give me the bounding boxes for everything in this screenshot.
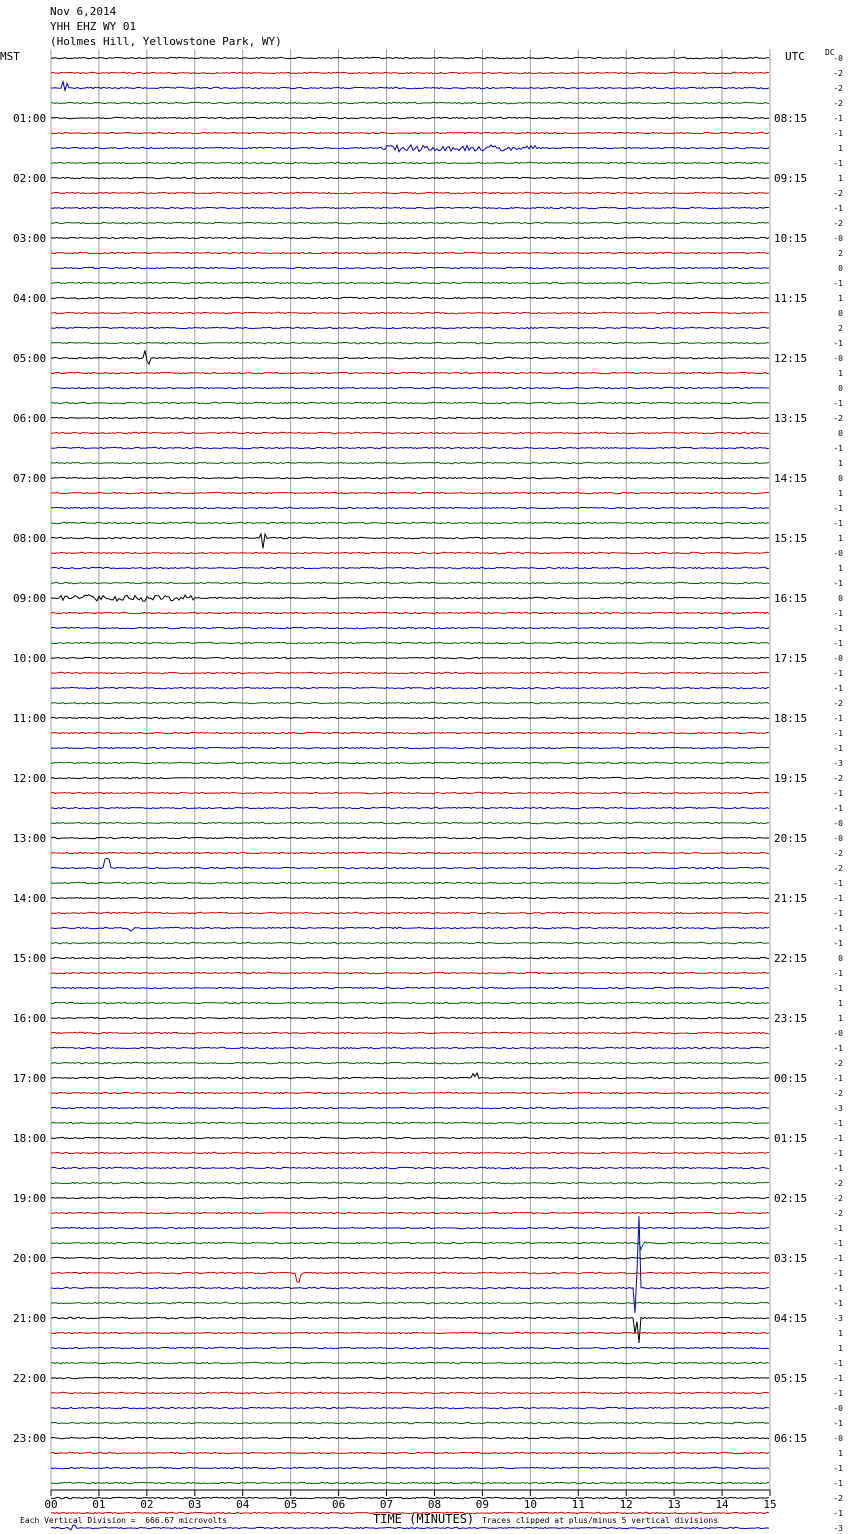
seismic-trace-row [51, 72, 769, 73]
dc-offset-label: 1 [838, 564, 843, 573]
seismic-trace-row [51, 858, 769, 869]
dc-offset-label: 1 [838, 174, 843, 183]
seismic-trace-row [51, 717, 769, 718]
footer-left-note: Each Vertical Division = 666.67 microvolts [20, 1516, 228, 1525]
seismic-trace-row [51, 462, 769, 463]
dc-offset-label: -1 [833, 789, 843, 798]
dc-offset-label: -0 [833, 234, 843, 243]
dc-offset-label: -0 [833, 1434, 843, 1443]
left-hour-label: 16:00 [13, 1012, 47, 1025]
x-tick-label: 08 [427, 1498, 442, 1511]
seismic-trace-row [51, 1197, 769, 1198]
seismic-trace-row [51, 207, 769, 208]
dc-offset-label: -2 [833, 219, 843, 228]
dc-offset-label: 1 [838, 369, 843, 378]
dc-offset-label: 0 [838, 954, 843, 963]
seismic-trace-row [51, 792, 769, 793]
seismic-trace-row [51, 627, 769, 628]
dc-offset-label: -1 [833, 1224, 843, 1233]
x-tick-label: 13 [667, 1498, 681, 1511]
dc-offset-label: -1 [833, 1119, 843, 1128]
seismic-trace-row [51, 102, 769, 103]
seismic-trace-row [51, 177, 769, 178]
dc-offset-label: -1 [833, 729, 843, 738]
x-tick-label: 10 [523, 1498, 537, 1511]
left-hour-label: 10:00 [13, 652, 47, 665]
dc-offset-label: -1 [833, 204, 843, 213]
dc-offset-label: -1 [833, 714, 843, 723]
seismic-trace-row [51, 1182, 769, 1183]
seismic-trace-row [51, 447, 769, 448]
dc-offset-label: -1 [833, 1164, 843, 1173]
right-hour-label: 05:15 [774, 1372, 808, 1385]
seismic-trace-row [51, 1317, 769, 1343]
left-hour-label: 14:00 [13, 892, 47, 905]
left-hour-label: 12:00 [13, 772, 47, 785]
left-hour-label: 09:00 [13, 592, 47, 605]
seismic-trace-row [51, 927, 769, 931]
header-location: (Holmes Hill, Yellowstone Park, WY) [50, 35, 282, 48]
right-hour-label: 08:15 [774, 112, 808, 125]
dc-offset-label: -2 [833, 774, 843, 783]
dc-offset-label: -1 [833, 1044, 843, 1053]
left-hour-label: 03:00 [13, 232, 47, 245]
dc-offset-label: -1 [833, 1509, 843, 1518]
left-hour-label: 15:00 [13, 952, 47, 965]
dc-offset-label: -0 [833, 1404, 843, 1413]
dc-offset-label: -3 [833, 759, 843, 768]
seismic-trace-row [51, 732, 769, 733]
seismic-trace-row [51, 1212, 769, 1213]
dc-offset-label: -2 [833, 99, 843, 108]
x-tick-label: 01 [92, 1498, 106, 1511]
dc-offset-label: -1 [833, 399, 843, 408]
dc-offset-label: 0 [838, 429, 843, 438]
x-tick-label: 04 [236, 1498, 250, 1511]
dc-offset-label: -1 [833, 1299, 843, 1308]
left-hour-label: 21:00 [13, 1312, 47, 1325]
seismic-trace-row [51, 822, 769, 823]
dc-offset-label: 1 [838, 1014, 843, 1023]
seismic-trace-row [51, 145, 769, 152]
seismic-trace-row [51, 1257, 769, 1258]
right-hour-label: 14:15 [774, 472, 808, 485]
dc-offset-label: -1 [833, 744, 843, 753]
seismic-trace-row [51, 1362, 769, 1363]
left-hour-label: 22:00 [13, 1372, 47, 1385]
dc-offset-label: -3 [833, 1314, 843, 1323]
dc-offset-label: -1 [833, 1149, 843, 1158]
seismic-trace-row [51, 417, 769, 418]
x-tick-label: 09 [475, 1498, 490, 1511]
seismic-trace-row [51, 957, 769, 958]
left-hour-label: 13:00 [13, 832, 47, 845]
dc-offset-label: 0 [838, 594, 843, 603]
right-hour-label: 09:15 [774, 172, 808, 185]
dc-offset-label: 1 [838, 999, 843, 1008]
seismic-trace-row [51, 312, 769, 313]
dc-offset-label: -2 [833, 69, 843, 78]
seismic-trace-row [51, 82, 769, 91]
left-hour-label: 06:00 [13, 412, 47, 425]
seismic-trace-row [51, 747, 769, 748]
left-hour-label: 05:00 [13, 352, 47, 365]
dc-offset-label: -2 [833, 699, 843, 708]
seismic-trace-row [51, 1422, 769, 1423]
seismic-trace-row [51, 507, 769, 508]
dc-offset-label: 1 [838, 1329, 843, 1338]
dc-offset-label: -0 [833, 834, 843, 843]
dc-offset-label: 0 [838, 264, 843, 273]
right-hour-label: 11:15 [774, 292, 808, 305]
dc-offset-label: -1 [833, 519, 843, 528]
dc-offset-label: -3 [833, 1104, 843, 1113]
seismic-trace-row [51, 942, 769, 943]
seismic-trace-row [51, 1437, 769, 1438]
dc-offset-label: 2 [838, 324, 843, 333]
dc-offset-label: -1 [833, 444, 843, 453]
dc-offset-label: -1 [833, 924, 843, 933]
seismic-trace-row [51, 297, 769, 298]
right-hour-label: 17:15 [774, 652, 808, 665]
seismic-trace-row [51, 837, 769, 838]
dc-offset-label: -1 [833, 1269, 843, 1278]
left-timezone-label: MST [0, 50, 20, 63]
dc-offset-label: -1 [833, 579, 843, 588]
seismic-trace-row [51, 252, 769, 253]
x-tick-label: 02 [140, 1498, 154, 1511]
seismic-trace-row [51, 987, 769, 988]
left-hour-label: 04:00 [13, 292, 47, 305]
dc-offset-label: 1 [838, 1449, 843, 1458]
x-axis-ticks [44, 1490, 776, 1511]
left-hour-label: 19:00 [13, 1192, 47, 1205]
seismic-trace-row [51, 1302, 769, 1303]
seismic-trace-row [51, 582, 769, 583]
seismic-trace-row [51, 852, 769, 853]
seismic-trace-row [51, 1137, 769, 1138]
seismic-trace-row [51, 1092, 769, 1093]
x-axis-label: TIME (MINUTES) [373, 1512, 475, 1526]
right-hour-label: 23:15 [774, 1012, 808, 1025]
dc-offset-label: -1 [833, 1254, 843, 1263]
seismic-trace-row [51, 1107, 769, 1108]
dc-offset-label: 2 [838, 249, 843, 258]
footer-right-note: Traces clipped at plus/minus 5 vertical divisions [482, 1516, 719, 1525]
left-hour-label: 23:00 [13, 1432, 47, 1445]
dc-offset-label: -1 [833, 1134, 843, 1143]
seismic-trace-row [51, 777, 769, 778]
seismic-trace-row [51, 1152, 769, 1153]
header-date: Nov 6,2014 [50, 5, 117, 18]
right-hour-label: 01:15 [774, 1132, 808, 1145]
right-hour-label: 19:15 [774, 772, 808, 785]
dc-offset-label: -1 [833, 969, 843, 978]
right-hour-label: 02:15 [774, 1192, 808, 1205]
dc-offset-label: -1 [833, 279, 843, 288]
dc-offset-label: -0 [833, 1029, 843, 1038]
dc-offset-label: -1 [833, 684, 843, 693]
seismic-trace-row [51, 1167, 769, 1168]
dc-offset-label: -1 [833, 129, 843, 138]
left-hour-label: 20:00 [13, 1252, 47, 1265]
seismic-trace-row [51, 387, 769, 388]
seismic-trace-row [51, 222, 769, 223]
seismic-trace-row [51, 702, 769, 703]
right-hour-label: 22:15 [774, 952, 808, 965]
dc-offset-label: -1 [833, 1074, 843, 1083]
seismic-trace-row [51, 57, 769, 58]
x-tick-label: 06 [331, 1498, 346, 1511]
seismic-trace-row [51, 1377, 769, 1378]
seismic-trace-row [51, 372, 769, 373]
header-station: YHH EHZ WY 01 [50, 20, 137, 33]
seismic-trace-row [51, 1227, 769, 1228]
seismic-trace-row [51, 1017, 769, 1018]
seismic-trace-row [51, 1002, 769, 1003]
right-hour-label: 12:15 [774, 352, 808, 365]
dc-offset-label: 0 [838, 384, 843, 393]
seismic-trace-row [51, 642, 769, 643]
seismic-trace-row [51, 342, 769, 343]
x-tick-label: 12 [619, 1498, 633, 1511]
dc-offset-label: -1 [833, 609, 843, 618]
x-tick-label: 07 [379, 1498, 394, 1511]
seismic-trace-row [51, 1392, 769, 1393]
dc-offset-label: -2 [833, 189, 843, 198]
dc-offset-label: -3 [833, 1524, 843, 1533]
dc-offset-label: -0 [833, 54, 843, 63]
dc-offset-label: 0 [838, 309, 843, 318]
time-labels [13, 54, 843, 1534]
dc-offset-label: -1 [833, 1464, 843, 1473]
seismic-trace-row [51, 762, 769, 763]
left-hour-label: 07:00 [13, 472, 47, 485]
seismic-trace-row [51, 492, 769, 493]
x-tick-label: 05 [284, 1498, 298, 1511]
right-hour-label: 18:15 [774, 712, 808, 725]
trace-group [51, 57, 769, 1534]
seismic-trace-row [51, 132, 769, 133]
seismic-trace-row [51, 612, 769, 613]
right-hour-label: 04:15 [774, 1312, 808, 1325]
x-tick-label: 11 [571, 1498, 585, 1511]
seismic-trace-row [51, 1242, 769, 1250]
right-hour-label: 20:15 [774, 832, 808, 845]
seismic-trace-row [51, 192, 769, 193]
seismic-trace-row [51, 912, 769, 913]
seismic-trace-row [51, 1272, 769, 1282]
dc-offset-label: -1 [833, 504, 843, 513]
dc-offset-label: -1 [833, 639, 843, 648]
seismic-trace-row [51, 657, 769, 658]
right-hour-label: 16:15 [774, 592, 808, 605]
seismic-trace-row [51, 1122, 769, 1123]
dc-offset-label: -1 [833, 909, 843, 918]
dc-offset-label: -2 [833, 84, 843, 93]
right-timezone-label: UTC [785, 50, 805, 63]
seismic-trace-row [51, 1452, 769, 1453]
dc-offset-label: -2 [833, 1059, 843, 1068]
seismic-trace-row [51, 552, 769, 553]
dc-offset-label: -1 [833, 879, 843, 888]
dc-offset-label: 1 [838, 144, 843, 153]
dc-offset-label: -2 [833, 1179, 843, 1188]
dc-offset-label: -1 [833, 159, 843, 168]
seismic-trace-row [51, 432, 769, 433]
left-hour-label: 11:00 [13, 712, 47, 725]
dc-offset-label: -1 [833, 804, 843, 813]
right-hour-label: 13:15 [774, 412, 808, 425]
seismic-trace-row [51, 477, 769, 478]
dc-offset-label: 1 [838, 294, 843, 303]
dc-label: DC [825, 48, 835, 57]
x-tick-label: 14 [715, 1498, 729, 1511]
right-hour-label: 10:15 [774, 232, 808, 245]
seismic-trace-row [51, 672, 769, 673]
left-hour-label: 01:00 [13, 112, 47, 125]
dc-offset-label: -1 [833, 894, 843, 903]
seismic-trace-row [51, 1347, 769, 1348]
seismic-trace-row [51, 162, 769, 163]
x-tick-label: 03 [188, 1498, 202, 1511]
seismic-trace-row [51, 1482, 769, 1483]
dc-offset-label: 0 [838, 474, 843, 483]
dc-offset-label: -1 [833, 1374, 843, 1383]
dc-offset-label: -0 [833, 549, 843, 558]
dc-offset-label: -1 [833, 1419, 843, 1428]
seismic-trace-row [51, 327, 769, 328]
seismic-trace-row [51, 267, 769, 268]
seismic-trace-row [51, 1216, 769, 1313]
x-tick-label: 00 [44, 1498, 58, 1511]
dc-offset-label: -1 [833, 669, 843, 678]
seismic-trace-row [51, 1407, 769, 1408]
dc-offset-label: -1 [833, 624, 843, 633]
right-hour-label: 21:15 [774, 892, 808, 905]
seismic-trace-row [51, 1062, 769, 1063]
seismic-trace-row [51, 897, 769, 898]
seismic-trace-row [51, 402, 769, 403]
seismic-trace-row [51, 534, 769, 548]
dc-offset-label: 1 [838, 1344, 843, 1353]
seismic-trace-row [51, 567, 769, 568]
dc-offset-label: -1 [833, 984, 843, 993]
dc-offset-label: -0 [833, 354, 843, 363]
seismic-trace-row [51, 807, 769, 808]
right-hour-label: 00:15 [774, 1072, 808, 1085]
seismic-trace-row [51, 522, 769, 523]
dc-offset-label: -1 [833, 339, 843, 348]
dc-offset-label: 1 [838, 534, 843, 543]
dc-offset-label: -1 [833, 1284, 843, 1293]
seismic-trace-row [51, 350, 769, 364]
dc-offset-label: -1 [833, 1239, 843, 1248]
dc-offset-label: -0 [833, 654, 843, 663]
dc-offset-label: -1 [833, 1359, 843, 1368]
dc-offset-label: -1 [833, 1389, 843, 1398]
right-hour-label: 03:15 [774, 1252, 808, 1265]
seismic-trace-row [51, 1047, 769, 1048]
left-hour-label: 02:00 [13, 172, 47, 185]
seismic-trace-row [51, 237, 769, 238]
left-hour-label: 17:00 [13, 1072, 47, 1085]
dc-offset-label: -2 [833, 849, 843, 858]
dc-offset-label: -2 [833, 1209, 843, 1218]
seismic-trace-row [51, 972, 769, 973]
dc-offset-label: -2 [833, 864, 843, 873]
seismic-trace-row [51, 687, 769, 688]
dc-offset-label: -2 [833, 1194, 843, 1203]
seismic-trace-row [51, 882, 769, 883]
seismic-trace-row [51, 1073, 769, 1079]
seismic-trace-row [51, 282, 769, 283]
right-hour-label: 15:15 [774, 532, 808, 545]
x-tick-label: 15 [763, 1498, 777, 1511]
dc-offset-label: -2 [833, 414, 843, 423]
dc-offset-label: -1 [833, 114, 843, 123]
seismic-trace-row [51, 117, 769, 118]
dc-offset-label: 1 [838, 459, 843, 468]
seismic-trace-row [51, 1467, 769, 1468]
right-hour-label: 06:15 [774, 1432, 808, 1445]
left-hour-label: 08:00 [13, 532, 47, 545]
dc-offset-label: -2 [833, 1089, 843, 1098]
seismic-trace-row [51, 1497, 769, 1498]
seismic-trace-row [51, 1332, 769, 1333]
dc-offset-label: -2 [833, 1494, 843, 1503]
dc-offset-label: -0 [833, 819, 843, 828]
dc-offset-label: 1 [838, 489, 843, 498]
left-hour-label: 18:00 [13, 1132, 47, 1145]
seismic-trace-row [51, 1032, 769, 1033]
dc-offset-label: -1 [833, 1479, 843, 1488]
seismic-trace-row [51, 595, 769, 601]
dc-offset-label: -1 [833, 939, 843, 948]
